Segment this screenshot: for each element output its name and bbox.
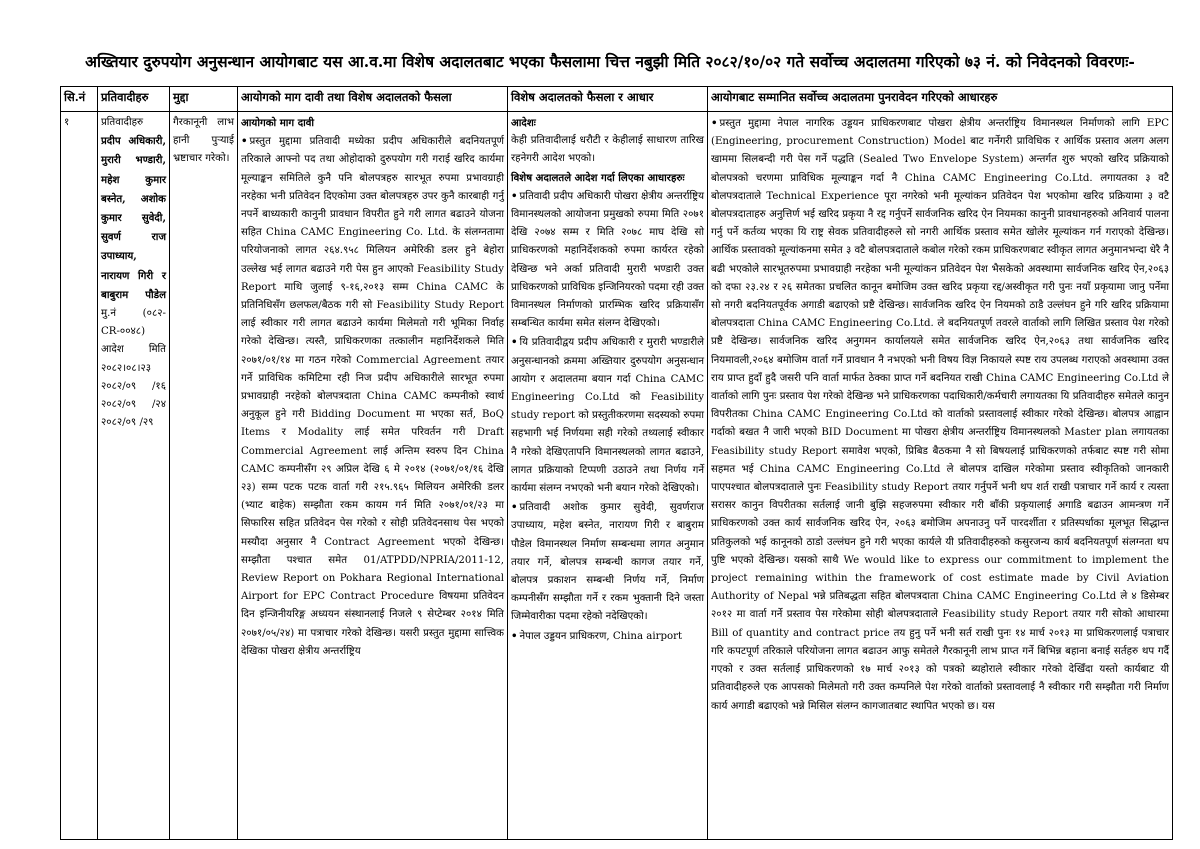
claim-heading: आयोगको माग दावी <box>241 117 315 129</box>
verdict-ground-item: • यि प्रतिवादीद्वय प्रदीप अधिकारी र मुरारी भण्डारीले अनुसन्धानको क्रममा अख्तियार दुरुपयोग अनुसन्धान आयोग र अदालतमा बयान गर्दा China CAMC Engineering Co.Ltd को Feasibility study report को प्रस्तुतीकरणमा सदस्यको रुपमा सहभागी भई निर्णयमा सही गरेको तथ्यलाई स्वीकार नै गरेको देखिएतापनि विमानस्थलको लागत बढाउने, लागत प्रक्रियाको टिप्पणी उठाउने तथा निर्णय गर्ने कार्यमा संलग्न नभएको भनी बयान गरेको देखिएको। <box>511 333 704 498</box>
table-header-row <box>61 87 1173 112</box>
cell-appeal-grounds <box>708 112 1173 840</box>
verdict-grounds-heading: विशेष अदालतले आदेश गर्दा लिएका आधारहरुः <box>511 171 685 184</box>
verdict-order-heading: आदेशः <box>511 117 536 129</box>
table-row <box>61 112 1173 840</box>
appeal-text: • प्रस्तुत मुद्दामा नेपाल नागरिक उड्डयन प्राधिकरणबाट पोखरा क्षेत्रीय अन्तर्राष्ट्रिय विमानस्थल निर्माणको लागि EPC (Engineering, procurement Construction) Model बाट गर्नेगरी प्राविधिक र आर्थिक प्रस्ताव अलग अलग खाममा सिलबन्दी गरी पेस गर्ने पद्धति (Sealed Two Envelope System) अन्तर्गत शुरु भएको खरिद प्रक्रियाको बोलपत्रको चरणमा प्राविधिक मूल्याङ्कन गर्दा नै China CAMC Engineering Co.Ltd. लगायतका ३ वटै बोलपत्रदाताले Technical Experience पूरा नगरेको भनी मूल्यांकन प्रतिवेदन पेश भएकोमा खरिद प्रक्रियामा ३ वटै बोलपत्रदाताहरु अनुत्तिर्ण भई खरिद प्रकृया नै रद्द गर्नुपर्ने सार्वजनिक खरिद ऐन नियमका कानुनी प्रावधानहरुको अनिवार्य पालना गर्नु पर्ने कर्तव्य भएका यि राष्ट्र सेवक प्रतिवादीहरुले सो नगरी आर्थिक प्रस्ताव समेत खोलेर मूल्यांकन गर्न गराएको देखिन्छ। आर्थिक प्रस्तावको मूल्यांकनमा समेत ३ वटै बोलपत्रदाताले कबोल गरेको रकम प्राधिकरणबाट स्वीकृत लागत अनुमानभन्दा धेरै नै बढी भएकोले सारभूतरुपमा प्रभावग्राही नरहेका भनी मूल्यांकन प्रतिवेदन पेश भैसकेको अवस्थामा सार्वजनिक खरिद ऐन,२०६३ को दफा २३.२४ र २६ समेतका प्रचलित कानून बमोजिम उक्त खरिद प्रकृया रद्द/अस्वीकृत गरी पुनः नयाँ प्रकृयामा जानु पर्नेमा सो नगरी बदनियतपूर्वक अगाडी बढाएको प्रष्टै देखिन्छ। सार्वजनिक खरिद ऐन नियमको ठाडै उल्लंघन हुने गरि खरिद प्रक्रियामा बोलपत्रदाता China CAMC Engineering Co.Ltd. ले बदनियतपूर्ण तवरले वार्ताको लागि लिखित प्रस्ताव पेश गरेको प्रष्टै देखिन्छ। सार्वजनिक खरिद अनुगमन कार्यालयले समेत सार्वजनिक खरिद ऐन,२०६३ तथा सार्वजनिक खरिद नियमावली,२०६४ बमोजिम वार्ता गर्ने प्रावधान नै नभएको भनी विषय विज्ञ निकायले स्पष्ट राय उपलब्ध गराएको अवस्थामा उक्त राय प्राप्त हुदाँ हुदै जसरी पनि वार्ता मार्फत ठेक्का प्राप्त गर्ने बदनियत राखी China CAMC Engineering Co.Ltd ले वार्ताको लागि पुनः प्रस्ताव पेश गरेको देखिन्छ भने प्राधिकरणका पदाधिकारी/कर्मचारी लगायतका यि प्रतिवादीहरु समेतले कानुन विपरीतका China CAMC Engineering Co.Ltd को वार्ताको प्रस्तावलाई स्वीकार गरेको देखिन्छ। बोलपत्र आह्वान गर्दाको बखत नै जारी भएको BID Document मा पोखरा क्षेत्रीय अन्तर्राष्ट्रिय विमानस्थलको Master plan लगायतका Feasibility study Report समावेश भएको, प्रिबिड बैठकमा नै सो बिषयलाई प्राधिकरणको तर्फबाट स्पष्ट गरी सोमा सहमत भई China CAMC Engineering Co.Ltd ले बोलपत्र दाखिल गरेकोमा प्रस्ताव स्वीकृतिको जानकारी पाएपश्चात बोलपत्रदाताले पुनः Feasibility study Report तयार गर्नुपर्ने भनी थप शर्त राखी पत्राचार गर्ने कार्य र त्यस्ता सरासर कानुन विपरीतका सर्तलाई जानी बुझि सहजरुपमा स्वीकार गरी बाँकी प्रकृयालाई अगाडि बढाउन आमन्त्रण गर्ने प्राधिकरणको उक्त कार्य सार्वजनिक खरिद ऐन, २०६३ बमोजिम अपनाउनु पर्ने पारदर्शीता र प्रतिस्पर्धाका मूलभूत सिद्धान्त प्रतिकुलको भई कानूनको ठाडो उल्लंघन हुने गरी भएका कार्यले यी प्रतिवादीहरुको कसुरजन्य कार्य बदनियतपूर्ण संलग्नता थप पुष्टि भएको देखिन्छ। यसको साथै We would like to express our commitment to implement the project remaining within the framework of cost estimate made by Civil Aviation Authority of Nepal भन्ने प्रतिबद्धता सहित बोलपत्रदाता China CAMC Engineering Co.Ltd ले ४ डिसेम्बर २०१२ मा वार्ता गर्ने प्रस्ताव पेस गरेकोमा सोही बोलपत्रदाताले Feasibility study Report तयार गरी सोको आधारमा Bill of quantity and contract price तय हुनु पर्ने भनी सर्त राखी पुनः १४ मार्च २०१३ मा प्राधिकरणलाई पत्राचार गरि कपटपूर्ण तरिकाले परियोजना लागत बढाउन आफु समेतले गैरकानूनी लाभ प्राप्त गर्ने बिभिन्न बहाना बनाई सर्तहरु थप गर्दै गएको र उक्त सर्तलाई प्राधिकरणको १७ मार्च २०१३ को पत्रको ब्यहोराले स्वीकार गरेको देखिँदा यस्तो कार्यबाट यी प्रतिवादीहरुले एक आपसको मिलेमतो गरी उक्त कम्पनिले पेश गरेको वार्ताको प्रस्तावलाई नै स्वीकार गरी सम्झौता गरी निर्माण कार्य अगाडी बढाएको भन्ने मिसिल संलग्न कागजातबाट स्थापित भएको छ। यस <box>711 114 1169 716</box>
appeal-table <box>60 86 1173 840</box>
header-case: मुद्दा <box>170 87 238 112</box>
page-title: अख्तियार दुरुपयोग अनुसन्धान आयोगबाट यस आ.व.मा विशेष अदालतबाट भएका फैसलामा चित्त नबुझी मिति २०८२/१०/०२ गते सर्वोच्च अदालतमा गरिएको ७३ नं. को निवेदनको विवरणः- <box>85 52 1135 71</box>
case-number: मु.नं (०८२-CR-००४८) <box>101 308 166 338</box>
verdict-ground-item: • प्रतिवादी प्रदीप अधिकारी पोखरा क्षेत्रीय अन्तर्राष्ट्रिय विमानस्थलको आयोजना प्रमुखको रुपमा मिति २०७१ देखि २०७४ सम्म र मिति २०७८ माघ देखि सो प्राधिकरणको महानिर्देशकको रुपमा कार्यरत रहेको देखिन्छ भने अर्का प्रतिवादी मुरारी भण्डारी उक्त प्राधिकरणको प्राविधिक इन्जिनियरको पदमा रही उक्त विमानस्थल निर्माणको प्रारम्भिक खरिद प्रक्रियासँग सम्बन्धित कार्यमा समेत संलग्न देखिएको। <box>511 187 704 334</box>
header-serial: सि.नं <box>61 87 98 112</box>
header-verdict: विशेष अदालतको फैसला र आधार <box>508 87 708 112</box>
header-defendants: प्रतिवादीहरु <box>98 87 170 112</box>
cell-verdict <box>508 112 708 840</box>
header-appeal-grounds: आयोगबाट सम्मानित सर्वोच्च अदालतमा पुनरावेदन गरिएको आधारहरु <box>708 87 1173 112</box>
claim-text: • प्रस्तुत मुद्दामा प्रतिवादी मध्येका प्रदीप अधिकारीले बदनियतपूर्ण तरिकाले आफ्नो पद तथा ओहोदाको दुरुपयोग गरी गराई खरिद कार्यमा मूल्याङ्कन समितिले कुनै पनि बोलपत्रहरु सारभूत रुपमा प्रभावग्राही नरहेका भनी प्रतिवेदन दिएकोमा उक्त बोलपत्रहरु उपर कुनै कारबाही गर्नु नपर्ने बाध्यकारी कानुनी प्रावधान विपरीत हुने गरी लागत बढाउने योजना सहित China CAMC Engineering Co. Ltd. के संलग्नतामा परियोजनाको लागत २६४.९५८ मिलियन अमेरिकी डलर हुने बेहोरा उल्लेख भई लागत बढाउने गरी पेस हुन आएको Feasibility Study Report माथि जुलाई ९-१६,२०१३ सम्म China CAMC के प्रतिनिधिसँग छलफल/बैठक गरी सो Feasibility Study Report लाई स्वीकार गरी लागत बढाउने कार्यमा मिलेमतो गरी भूमिका निर्वाह गरेको देखिन्छ। त्यस्तै, प्राधिकरणका तत्कालीन महानिर्देशकले मिति २०७१/०१/१४ मा गठन गरेको Commercial Agreement तयार गर्ने प्राविधिक कमिटिमा रही निज प्रदीप अधिकारीले सारभूत रुपमा प्रभावग्राही नरहेको बोलपत्रदाता China CAMC कम्पनीको स्वार्थ अनुकूल हुने गरी Bidding Document मा भएका सर्त, BoQ Items र Modality लाई समेत परिवर्तन गरी Draft Commercial Agreement लाई अन्तिम स्वरुप दिन China CAMC कम्पनीसँग २९ अप्रिल देखि ६ मे २०१४ (२०७१/०१/१६ देखि २३) सम्म पटक पटक वार्ता गरी २१५.९६५ मिलियन अमेरिकी डलर (भ्याट बाहेक) सम्झौता रकम कायम गर्न मिति २०७१/०१/२३ मा सिफारिस सहित प्रतिवेदन पेस गरेको र सोही प्रतिवेदनसाथ पेस भएको मस्यौदा अनुसार नै Contract Agreement भएको देखिन्छ। सम्झौता पश्चात समेत 01/ATPDD/NPRIA/2011-12, Review Report on Pokhara Regional International Airport for EPC Contract Procedure विषयमा प्रतिवेदन दिन इन्जिनीयरिङ्ग अध्ययन संस्थानलाई निजले ९ सेप्टेम्बर २०१४ मिति २०७१/०५/२४) मा पत्राचार गरेको देखिन्छ। यसरी प्रस्तुत मुद्दामा सात्त्विक देखिका पोखरा क्षेत्रीय अन्तर्राष्ट्रिय <box>241 132 504 661</box>
defendants-names: प्रदीप अधिकारी, मुरारी भण्डारी, महेश कुमार बस्नेत, अशोक कुमार सुवेदी, सुवर्ण राज उपाध्याय, नारायण गिरी र बाबुराम पौडेल <box>101 135 166 301</box>
defendants-label: प्रतिवादीहरु <box>101 117 144 128</box>
verdict-order-text: केही प्रतिवादीलाई धरौटी र केहीलाई साधारण तारिख रहनेगरी आदेश भएको। <box>511 135 704 165</box>
verdict-ground-item: • नेपाल उड्डयन प्राधिकरण, China airport <box>511 627 704 646</box>
serial-number: १ <box>64 117 70 128</box>
case-type: गैरकानूनी लाभ हानी पुऱ्याई भ्रष्टाचार गरेको। <box>173 117 234 165</box>
verdict-ground-item: • प्रतिवादी अशोक कुमार सुवेदी, सुवर्णराज उपाध्याय, महेश बस्नेत, नारायण गिरी र बाबुराम पौडेल विमानस्थल निर्माण सम्बन्धमा लागत अनुमान तयार गर्ने, बोलपत्र सम्बन्धी कागज तयार गर्ने, बोलपत्र प्रकाशन सम्बन्धी निर्णय गर्ने, निर्माण कम्पनीसँग सम्झौता गर्ने र रकम भुक्तानी दिने जस्ता जिम्मेवारीका पदमा रहेको नदेखिएको। <box>511 498 704 626</box>
cell-serial <box>61 112 98 840</box>
order-dates: आदेश मिति २०८२।०८।२३ २०८२/०९ /१६ २०८२/०९ /२४ २०८२/०९ /२९ <box>101 344 166 429</box>
cell-defendants <box>98 112 170 840</box>
cell-case-type <box>170 112 238 840</box>
header-claim: आयोगको माग दावी तथा विशेष अदालतको फैसला <box>238 87 508 112</box>
cell-claim <box>238 112 508 840</box>
